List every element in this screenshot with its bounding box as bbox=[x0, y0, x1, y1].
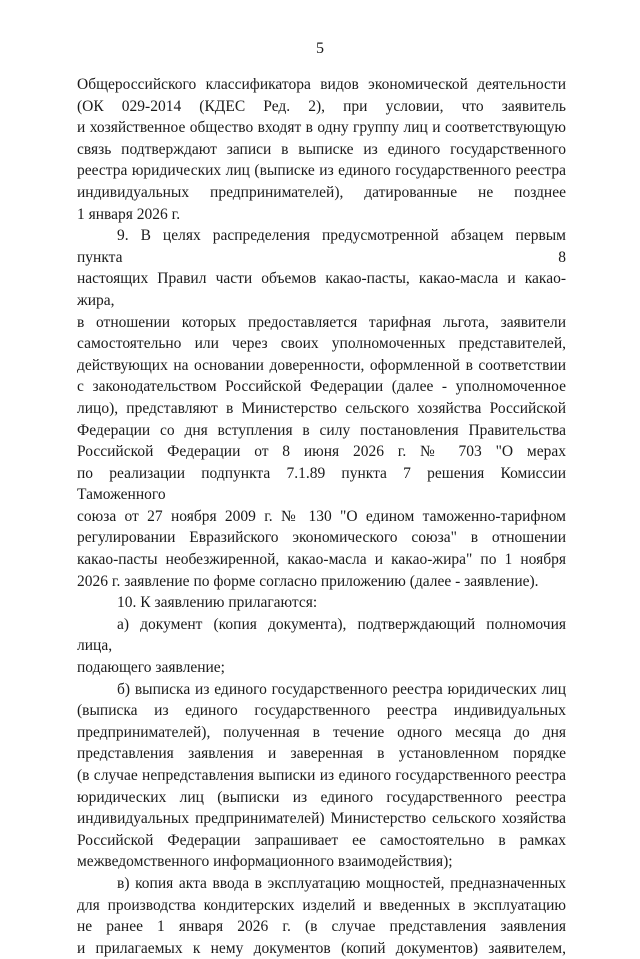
text-line: в) копия акта ввода в эксплуатацию мощностей, предназначенных bbox=[117, 874, 566, 892]
text-line: Федерации со дня вступления в силу постановления Правительства bbox=[77, 421, 566, 439]
page-number: 5 bbox=[316, 40, 324, 57]
text-line: и прилагаемых к нему документов (копий документов) заявителем, bbox=[77, 939, 566, 957]
text-line: по реализации подпункта 7.1.89 пункта 7 решения Комиссии Таможенного bbox=[77, 464, 566, 504]
text-line: межведомственного информационного взаимодействия); bbox=[77, 853, 453, 871]
text-line: индивидуальных предпринимателей), датированные не позднее bbox=[77, 183, 566, 201]
text-line: самостоятельно или через своих уполномоченных представителей, bbox=[77, 335, 566, 353]
text-line: (выписка из единого государственного реестра индивидуальных bbox=[77, 702, 566, 720]
text-line: настоящих Правил части объемов какао-пасты, какао-масла и какао-жира, bbox=[77, 270, 566, 309]
text-line: какао-пасты необезжиренной, какао-масла и какао-жира" по 1 ноября bbox=[77, 551, 566, 569]
text-line: с законодательством Российской Федерации (далее - уполномоченное bbox=[77, 378, 566, 396]
text-line: подающего заявление; bbox=[77, 659, 225, 677]
text-line: для производства кондитерских изделий и введенных в эксплуатацию bbox=[77, 896, 566, 914]
text-line: предпринимателей), полученная в течение одного месяца до дня bbox=[77, 723, 566, 741]
text-line: а) документ (копия документа), подтверждающий полномочия лица, bbox=[77, 615, 566, 655]
text-line: реестра юридических лиц (выписке из единого государственного реестра bbox=[77, 162, 566, 180]
text-line: б) выписка из единого государственного реестра юридических лиц bbox=[117, 680, 566, 698]
document-body bbox=[77, 74, 566, 959]
text-line: (ОК 029-2014 (КДЕС Ред. 2), при условии, что заявитель bbox=[77, 97, 566, 115]
text-line: и хозяйственное общество входят в одну группу лиц и соответствующую bbox=[77, 119, 566, 137]
text-line: союза от 27 ноября 2009 г. № 130 "О едином таможенно-тарифном bbox=[77, 507, 566, 525]
text-line: Общероссийского классификатора видов экономической деятельности bbox=[77, 76, 566, 93]
text-line: 2026 г. заявление по форме согласно приложению (далее - заявление). bbox=[77, 572, 539, 590]
text-line: Российской Федерации запрашивает ее самостоятельно в рамках bbox=[77, 831, 566, 849]
text-line: 1 января 2026 г. bbox=[77, 205, 181, 223]
text-line: индивидуальных предпринимателей) Министерство сельского хозяйства bbox=[77, 810, 566, 828]
text-line: (в случае непредставления выписки из единого государственного реестра bbox=[77, 767, 566, 784]
text-line: регулировании Евразийского экономического союза" в отношении bbox=[77, 529, 566, 547]
text-line: лицо), представляют в Министерство сельского хозяйства Российской bbox=[77, 399, 566, 417]
text-line: 9. В целях распределения предусмотренной абзацем первым пункта 8 bbox=[77, 227, 566, 266]
text-line: действующих на основании доверенности, оформленной в соответствии bbox=[77, 356, 566, 374]
text-line: связь подтверждают записи в выписке из единого государственного bbox=[77, 140, 566, 158]
text-line: 10. К заявлению прилагаются: bbox=[117, 594, 318, 612]
text-line: не ранее 1 января 2026 г. (в случае представления заявления bbox=[77, 918, 566, 936]
text-line: Российской Федерации от 8 июня 2026 г. № 703 "О мерах bbox=[77, 443, 566, 461]
text-line: в отношении которых предоставляется тарифная льгота, заявители bbox=[77, 313, 566, 331]
text-line: представления заявления и заверенная в установленном порядке bbox=[77, 745, 566, 763]
text-line: юридических лиц (выписки из единого государственного реестра bbox=[77, 788, 566, 806]
